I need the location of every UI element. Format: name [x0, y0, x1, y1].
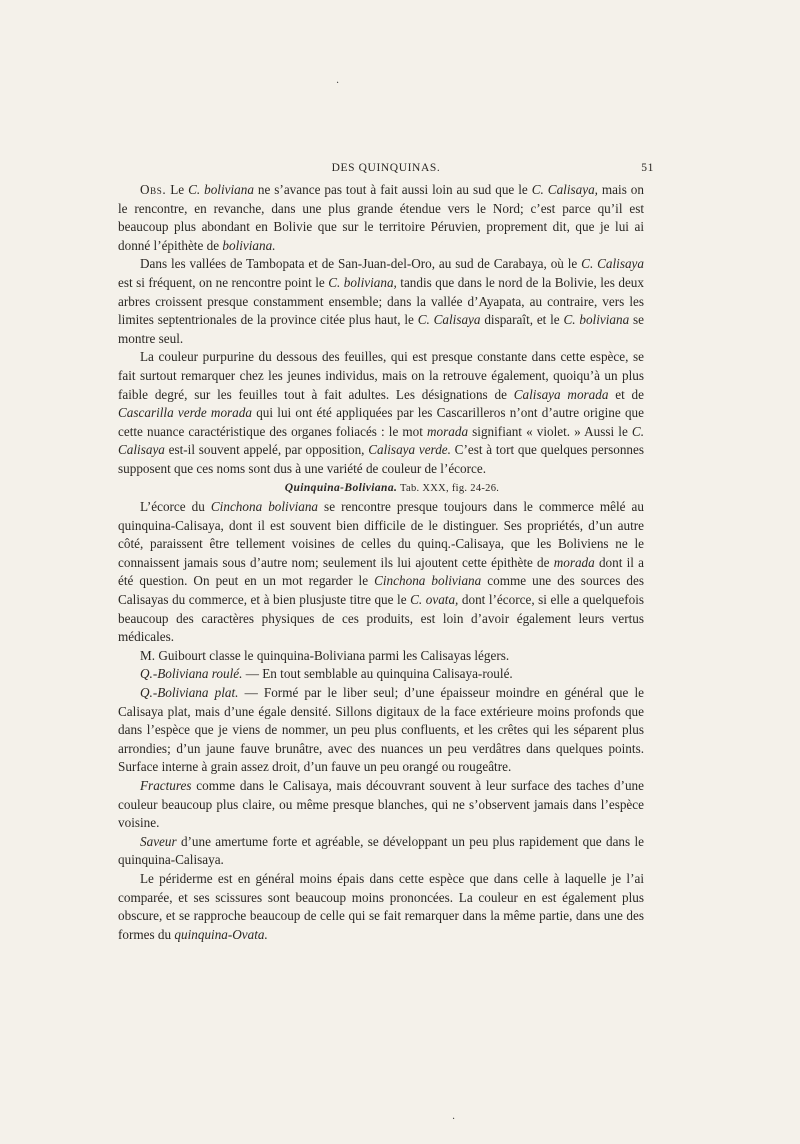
print-mark-top: ·: [336, 78, 340, 89]
paragraph-roule: Q.-Boliviana roulé. — En tout semblable au quinquina Calisaya-roulé.: [140, 666, 513, 682]
paragraph-saveur: Saveur d’une amertume forte et agréable, se développant un peu plus rapidement que dans le quinquina-Calisaya.: [118, 833, 644, 868]
paragraph-valleys: Dans les vallées de Tambopata et de San-Juan-del-Oro, au sud de Carabaya, où le C. Calisaya est si fréquent, on ne rencontre point le C. boliviana, tandis que dans le nord de la Bolivie, les deux arbres croissent presque constamment ensemble; dans la vallée d’Ayapata, au contraire, vers les limites septentrionales de la province citée plus haut, le C. Calisaya disparaît, et le C. boliviana se montre seul.: [118, 256, 645, 346]
species-name: C. boliviana: [188, 182, 254, 197]
running-title: DES QUINQUINAS.: [331, 162, 441, 174]
page-number: 51: [641, 162, 654, 174]
species-name: C. Calisaya,: [531, 182, 598, 197]
paragraph-bark: L’écorce du Cinchona boliviana se rencontre presque toujours dans le commerce mêlé au quinquina-Calisaya, dont il est souvent bien difficile de le distinguer. Ses propriétés, d’un autre côté, paraissent être tellement voisines de celles du quinq.-Calisaya, que les Boliviens ne le connaissent jamais sous d’autre nom; seulement ils lui ajoutent cette épithète de morada dont il a été question. On peut en un mot regarder le Cinchona boliviana comme une des sources des Calisayas du commerce, et à bien plusjuste titre que le C. ovata, dont l’écorce, si elle a quelquefois beaucoup des caractères physiques de ces produits, est loin d’avoir également leurs vertus médicales.: [118, 499, 644, 645]
text-body: [118, 181, 644, 944]
paragraph-obs: Obs. Le C. boliviana ne s’avance pas tout à fait aussi loin au sud que le C. Calisaya, mais on le rencontre, en revanche, dans une plus grande étendue vers le Nord; c’est parce qu’il est beaucoup plus abondant en Bolivie que sur le territoire Péruvien, proprement dit, que je lui ai donné l’épithète de boliviana.: [118, 182, 644, 253]
paragraph-colour: La couleur purpurine du dessous des feuilles, qui est presque constante dans cette espèce, se fait surtout remarquer chez les jeunes individus, mais on la retrouve également, quoiqu’à un plus faible degré, sur les feuilles tout à fait adultes. Les désignations de Calisaya morada et de Cascarilla verde morada qui lui ont été appliquées par les Cascarilleros n’ont d’autre origine que cette nuance caractéristique des organes foliacés : le mot morada signifiant « violet. » Aussi le C. Calisaya est-il souvent appelé, par opposition, Calisaya verde. C’est à tort que quelques personnes supposent que ces noms sont dus à une variété de couleur de l’écorce.: [118, 349, 645, 476]
paragraph-fractures: Fractures comme dans le Calisaya, mais découvrant souvent à leur surface des taches d’une couleur beaucoup plus claire, ou même presque blanches, qui ne s’observent jamais dans l’espèce voisine.: [118, 778, 644, 831]
paragraph-plat: Q.-Boliviana plat. — Formé par le liber seul; d’une épaisseur moindre en général que le Calisaya plat, mais d’une égale densité. Sillons digitaux de la face extérieure moins profonds que dans l’espèce que je viens de nommer, un peu plus confluents, et les crêtes qui les séparent plus arrondies; d’un jaune fauve brunâtre, avec des nuances un peu verdâtres dans quelques points. Surface interne à grain assez droit, d’un fauve un peu orangé ou rougeâtre.: [118, 685, 644, 775]
section-heading-ref: Tab. XXX, fig. 24-26.: [397, 482, 500, 494]
obs-label: Obs.: [140, 182, 167, 197]
epithet: boliviana.: [222, 237, 276, 253]
paragraph-periderme: Le périderme est en général moins épais dans cette espèce que dans celle à laquelle je l’ai comparée, et ses scissures sont beaucoup moins prononcées. La couleur en est également plus obscure, et se rapproche beaucoup de celle qui se fait remarquer dans la même partie, dans une des formes du quinquina-Ovata.: [118, 870, 644, 942]
section-heading-name: Quinquina-Boliviana.: [284, 481, 398, 494]
paragraph-guibourt: M. Guibourt classe le quinquina-Boliviana parmi les Calisayas légers.: [140, 647, 510, 663]
print-mark-bottom: ·: [452, 1114, 456, 1125]
section-heading: [118, 479, 644, 499]
